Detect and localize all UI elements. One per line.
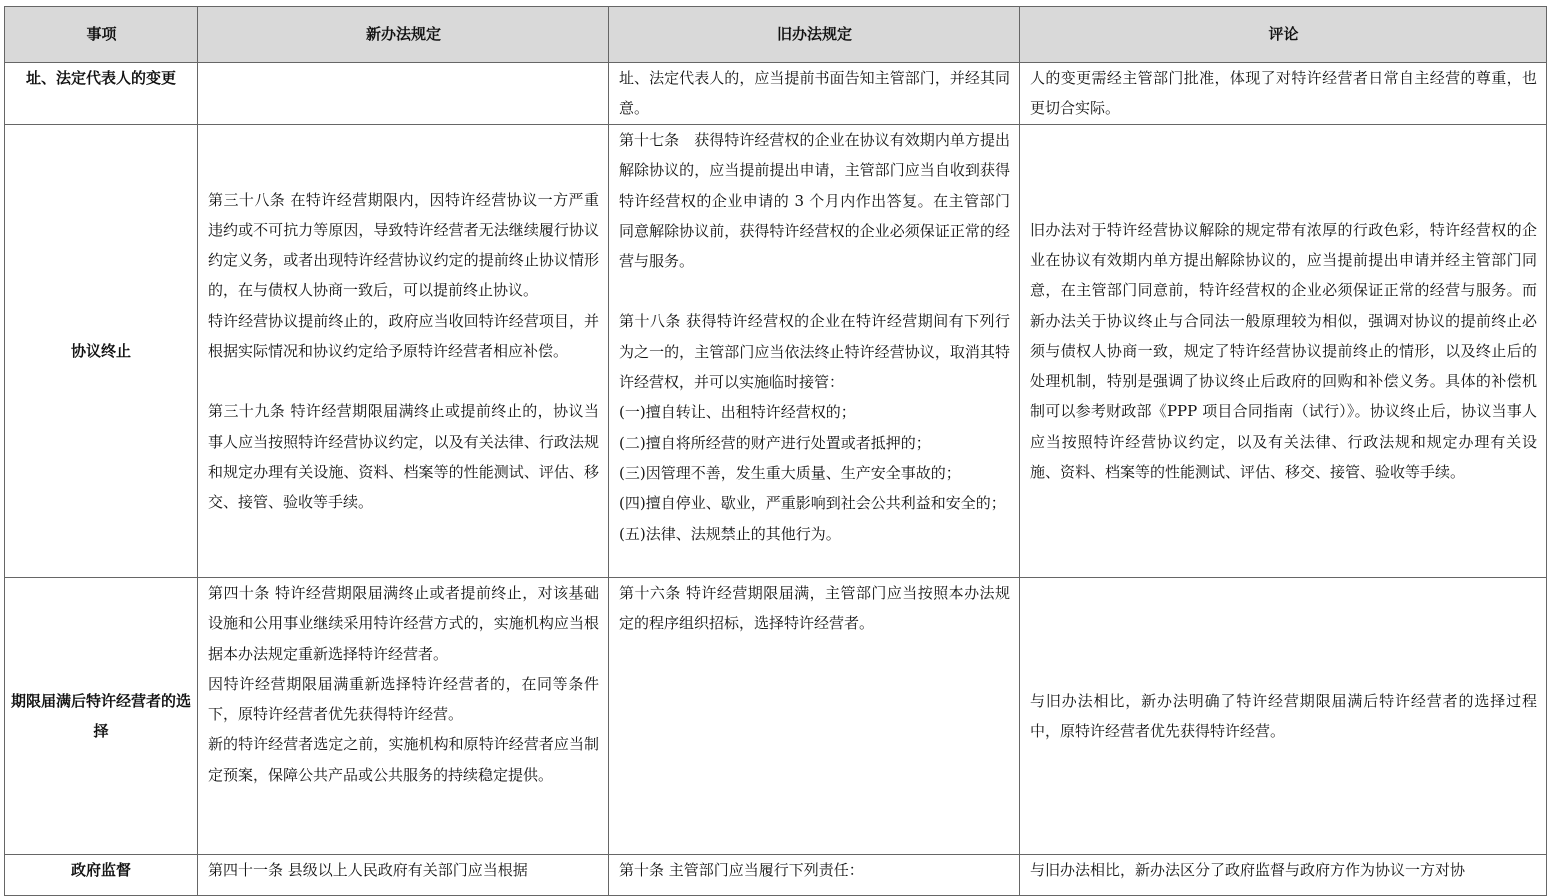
comment-text: 与旧办法相比，新办法明确了特许经营期限届满后特许经营者的选择过程中，原特许经营者优先获得特许经营。 — [1030, 691, 1537, 740]
old-rule-text: 第十条 主管部门应当履行下列责任： — [619, 861, 864, 879]
paragraph-gap — [208, 366, 599, 396]
paragraph-gap — [619, 276, 1010, 306]
new-rule-text: 第三十八条 在特许经营期限内，因特许经营协议一方严重违约或不可抗力等原因，导致特许经营者无法继续履行协议约定义务，或者出现特许经营协议约定的提前终止协议情形的，在与债权人协商一致后，可以提前终止协议。 特许经营协议提前终止的，政府应当收回特许经营项目，并根据实际情况和协议约定给予原特许经营者相应补偿。 — [208, 190, 599, 360]
old-rule-cell — [609, 63, 1020, 125]
old-rule-text: 址、法定代表人的，应当提前书面告知主管部门，并经其同意。 — [619, 69, 1010, 118]
header-new-rules: 新办法规定 — [198, 7, 609, 63]
table-row — [5, 125, 1547, 578]
old-rule-cell — [609, 578, 1020, 855]
row-item: 期限届满后特许经营者的选择 — [5, 578, 198, 855]
old-rule-cell — [609, 125, 1020, 578]
new-rule-text: 第四十条 特许经营期限届满终止或者提前终止，对该基础设施和公用事业继续采用特许经营方式的，实施机构应当根据本办法规定重新选择特许经营者。 因特许经营期限届满重新选择特许经营者的，在同等条件下，原特许经营者优先获得特许经营。 新的特许经营者选定之前，实施机构和原特许经营者应当制定预案，保障公共产品或公共服务的持续稳定提供。 — [208, 584, 599, 784]
comment-cell — [1020, 63, 1547, 125]
new-rule-text: 第四十一条 县级以上人民政府有关部门应当根据 — [208, 861, 528, 879]
new-rule-cell — [198, 63, 609, 125]
row-item: 协议终止 — [5, 125, 198, 578]
comment-text: 与旧办法相比，新办法区分了政府监督与政府方作为协议一方对协 — [1030, 861, 1466, 879]
comment-cell — [1020, 578, 1547, 855]
regulation-comparison-table — [4, 6, 1547, 896]
new-rule-cell — [198, 578, 609, 855]
header-item: 事项 — [5, 7, 198, 63]
comment-text: 旧办法对于特许经营协议解除的规定带有浓厚的行政色彩，特许经营权的企业在协议有效期内单方提出解除协议的，应当提前提出申请并经主管部门同意，在主管部门同意前，特许经营权的企业必须保证正常的经营与服务。而新办法关于协议终止与合同法一般原理较为相似，强调对协议的提前终止必须与债权人协商一致，规定了特许经营协议提前终止的情形，以及终止后的处理机制，特别是强调了协议终止后政府的回购和补偿义务。具体的补偿机制可以参考财政部《PPP 项目合同指南（试行）》。协议终止后，协议当事人应当按照特许经营协议约定，以及有关法律、行政法规和规定办理有关设施、资料、档案等的性能测试、评估、移交、接管、验收等手续。 — [1030, 220, 1537, 482]
table-row — [5, 63, 1547, 125]
comment-text: 人的变更需经主管部门批准，体现了对特许经营者日常自主经营的尊重，也更切合实际。 — [1030, 69, 1537, 118]
row-item: 政府监督 — [5, 855, 198, 896]
table-row — [5, 855, 1547, 896]
new-rule-cell — [198, 125, 609, 578]
old-rule-text: 第十七条 获得特许经营权的企业在协议有效期内单方提出解除协议的，应当提前提出申请，主管部门应当自收到获得特许经营权的企业申请的 3 个月内作出答复。在主管部门同意解除协议前，获得特许经营权的企业必须保证正常的经营与服务。 — [619, 131, 1010, 271]
old-rule-text: 第十六条 特许经营期限届满，主管部门应当按照本办法规定的程序组织招标，选择特许经营者。 — [619, 584, 1010, 633]
old-rule-cell — [609, 855, 1020, 896]
header-old-rules: 旧办法规定 — [609, 7, 1020, 63]
new-rule-text: 第三十九条 特许经营期限届满终止或提前终止的，协议当事人应当按照特许经营协议约定，以及有关法律、行政法规和规定办理有关设施、资料、档案等的性能测试、评估、移交、接管、验收等手续。 — [208, 402, 599, 512]
old-rule-text: 第十八条 获得特许经营权的企业在特许经营期间有下列行为之一的，主管部门应当依法终止特许经营协议，取消其特许经营权，并可以实施临时接管： (一)擅自转让、出租特许经营权的； (二)擅自将所经营的财产进行处置或者抵押的； (三)因管理不善，发生重大质量、生产安全事故的； (四)擅自停业、歇业，严重影响到社会公共利益和安全的； (五)法律、法规禁止的其他行为。 — [619, 312, 1010, 543]
header-comment: 评论 — [1020, 7, 1547, 63]
comment-cell — [1020, 125, 1547, 578]
table-row — [5, 578, 1547, 855]
comment-cell — [1020, 855, 1547, 896]
row-item: 址、法定代表人的变更 — [5, 63, 198, 125]
new-rule-cell — [198, 855, 609, 896]
header-row — [5, 7, 1547, 63]
